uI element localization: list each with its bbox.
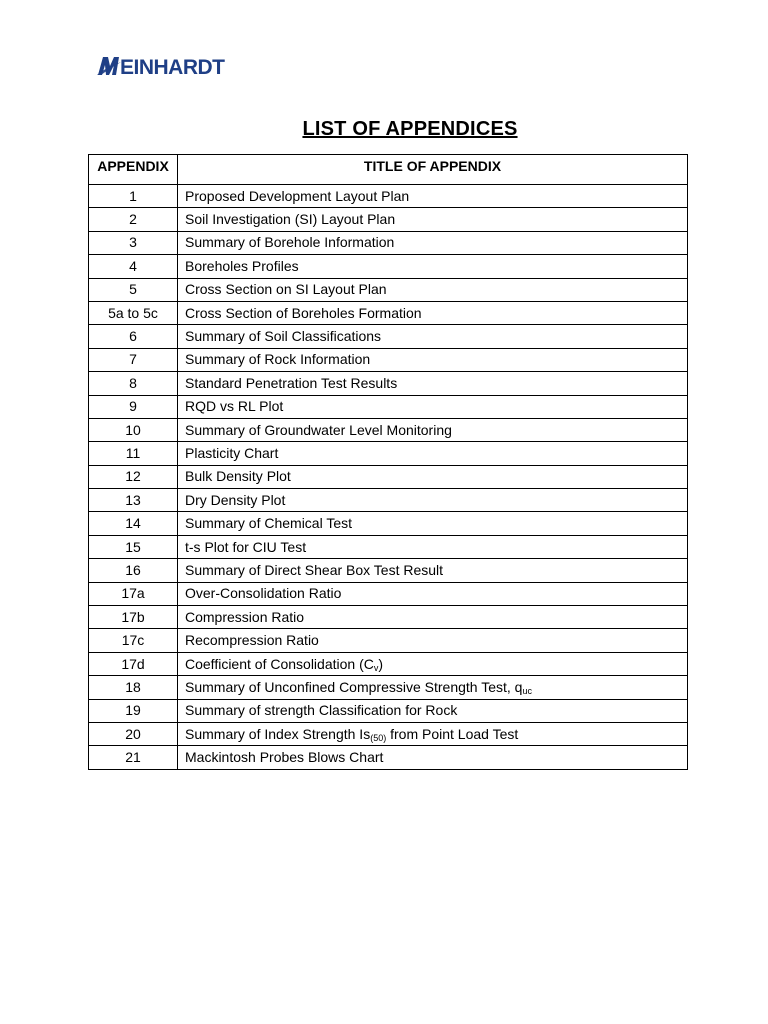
- appendix-title-text: Compression Ratio: [185, 608, 305, 625]
- appendix-title-cell: [178, 418, 688, 441]
- appendix-title-cell: [178, 185, 688, 208]
- table-row: [89, 185, 688, 208]
- appendix-title-cell: [178, 372, 688, 395]
- appendix-number-cell: 15: [89, 535, 178, 558]
- header-appendix: APPENDIX: [89, 155, 178, 185]
- appendix-number-cell: 17a: [89, 582, 178, 605]
- appendix-number-cell: 21: [89, 746, 178, 769]
- table-row: [89, 301, 688, 324]
- appendix-title-subscript: (50): [370, 732, 387, 743]
- appendix-title-text: Summary of Index Strength Is: [185, 725, 371, 742]
- appendix-title-cell: [178, 629, 688, 652]
- table-row: [89, 559, 688, 582]
- appendix-title-cell: [178, 348, 688, 371]
- appendix-title-cell: [178, 208, 688, 231]
- appendix-title-text: Proposed Development Layout Plan: [185, 187, 410, 204]
- appendix-title-text: Dry Density Plot: [185, 491, 286, 508]
- appendix-title-cell: [178, 652, 688, 675]
- appendix-number-cell: 13: [89, 489, 178, 512]
- appendix-title-text: Standard Penetration Test Results: [185, 374, 398, 391]
- table-row: [89, 722, 688, 745]
- table-row: [89, 489, 688, 512]
- appendix-title-cell: [178, 325, 688, 348]
- appendix-title-cell: [178, 676, 688, 699]
- appendix-title-text: Bulk Density Plot: [185, 468, 291, 485]
- appendix-title-subscript: uc: [522, 685, 532, 696]
- appendix-title-cell: [178, 255, 688, 278]
- table-row: [89, 418, 688, 441]
- appendix-title-text: Over-Consolidation Ratio: [185, 585, 342, 602]
- appendix-title-text: Summary of Soil Classifications: [185, 328, 382, 345]
- appendix-number-cell: 18: [89, 676, 178, 699]
- appendix-title-text: Summary of Direct Shear Box Test Result: [185, 561, 444, 578]
- appendix-number-cell: 4: [89, 255, 178, 278]
- appendix-title-text: RQD vs RL Plot: [185, 398, 284, 415]
- appendix-title-cell: [178, 512, 688, 535]
- appendix-title-text: Soil Investigation (SI) Layout Plan: [185, 211, 396, 228]
- table-row: [89, 325, 688, 348]
- appendix-number-cell: 1: [89, 185, 178, 208]
- table-row: [89, 208, 688, 231]
- table-row: [89, 231, 688, 254]
- appendix-title-text: Summary of strength Classification for Rock: [185, 702, 458, 719]
- appendix-number-cell: 6: [89, 325, 178, 348]
- table-header-row: [89, 155, 688, 185]
- appendix-title-cell: [178, 465, 688, 488]
- appendix-title-text: Summary of Groundwater Level Monitoring: [185, 421, 452, 438]
- appendix-number-cell: 20: [89, 722, 178, 745]
- table-body: [89, 185, 688, 770]
- appendix-table: [88, 154, 688, 770]
- appendix-title-text: Cross Section on SI Layout Plan: [185, 281, 387, 298]
- appendix-title-text: Mackintosh Probes Blows Chart: [185, 749, 384, 766]
- table-row: [89, 512, 688, 535]
- appendix-title-cell: [178, 559, 688, 582]
- appendix-number-cell: 12: [89, 465, 178, 488]
- appendix-title-text: Summary of Chemical Test: [185, 515, 353, 532]
- appendix-title-suffix: from Point Load Test: [386, 725, 519, 742]
- appendix-number-cell: 17c: [89, 629, 178, 652]
- appendix-title-cell: [178, 231, 688, 254]
- table-row: [89, 652, 688, 675]
- logo-wordmark: EINHARDT: [120, 56, 225, 78]
- appendix-number-cell: 9: [89, 395, 178, 418]
- appendix-number-cell: 17d: [89, 652, 178, 675]
- table-row: [89, 278, 688, 301]
- appendix-title-text: Summary of Borehole Information: [185, 234, 395, 251]
- appendix-title-text: Cross Section of Boreholes Formation: [185, 304, 422, 321]
- header-title: TITLE OF APPENDIX: [178, 155, 688, 185]
- page-title: LIST OF APPENDICES: [302, 118, 518, 140]
- appendix-title-subscript: v: [373, 662, 379, 673]
- appendix-title-cell: [178, 489, 688, 512]
- table-row: [89, 582, 688, 605]
- appendix-number-cell: 3: [89, 231, 178, 254]
- table-row: [89, 348, 688, 371]
- appendix-number-cell: 5a to 5c: [89, 301, 178, 324]
- appendix-title-text: t-s Plot for CIU Test: [185, 538, 307, 555]
- appendix-title-text: Recompression Ratio: [185, 632, 319, 649]
- appendix-number-cell: 2: [89, 208, 178, 231]
- appendix-title-cell: [178, 278, 688, 301]
- company-logo: [97, 54, 227, 78]
- appendix-title-text: Plasticity Chart: [185, 444, 279, 461]
- appendix-number-cell: 17b: [89, 606, 178, 629]
- meinhardt-logo-mark: [97, 54, 227, 78]
- appendix-number-cell: 14: [89, 512, 178, 535]
- table-row: [89, 372, 688, 395]
- appendix-number-cell: 5: [89, 278, 178, 301]
- appendix-number-cell: 10: [89, 418, 178, 441]
- appendix-title-cell: [178, 699, 688, 722]
- appendix-number-cell: 16: [89, 559, 178, 582]
- table-row: [89, 465, 688, 488]
- appendix-title-text: Summary of Rock Information: [185, 351, 371, 368]
- table-row: [89, 535, 688, 558]
- table-row: [89, 746, 688, 769]
- appendix-number-cell: 19: [89, 699, 178, 722]
- table-row: [89, 255, 688, 278]
- appendix-title-cell: [178, 535, 688, 558]
- appendix-title-cell: [178, 442, 688, 465]
- table-row: [89, 606, 688, 629]
- table-row: [89, 676, 688, 699]
- appendix-title-text: Boreholes Profiles: [185, 257, 299, 274]
- table-row: [89, 395, 688, 418]
- appendix-title-cell: [178, 746, 688, 769]
- appendix-title-cell: [178, 606, 688, 629]
- appendix-title-cell: [178, 582, 688, 605]
- appendix-title-cell: [178, 301, 688, 324]
- appendix-number-cell: 11: [89, 442, 178, 465]
- appendix-number-cell: 8: [89, 372, 178, 395]
- table-row: [89, 629, 688, 652]
- table-row: [89, 442, 688, 465]
- appendix-title-text: Coefficient of Consolidation (C: [185, 655, 374, 672]
- appendix-title-suffix: ): [378, 655, 384, 672]
- appendix-title-cell: [178, 722, 688, 745]
- appendix-title-text: Summary of Unconfined Compressive Strength Test, q: [185, 678, 523, 695]
- appendix-number-cell: 7: [89, 348, 178, 371]
- appendix-title-cell: [178, 395, 688, 418]
- table-row: [89, 699, 688, 722]
